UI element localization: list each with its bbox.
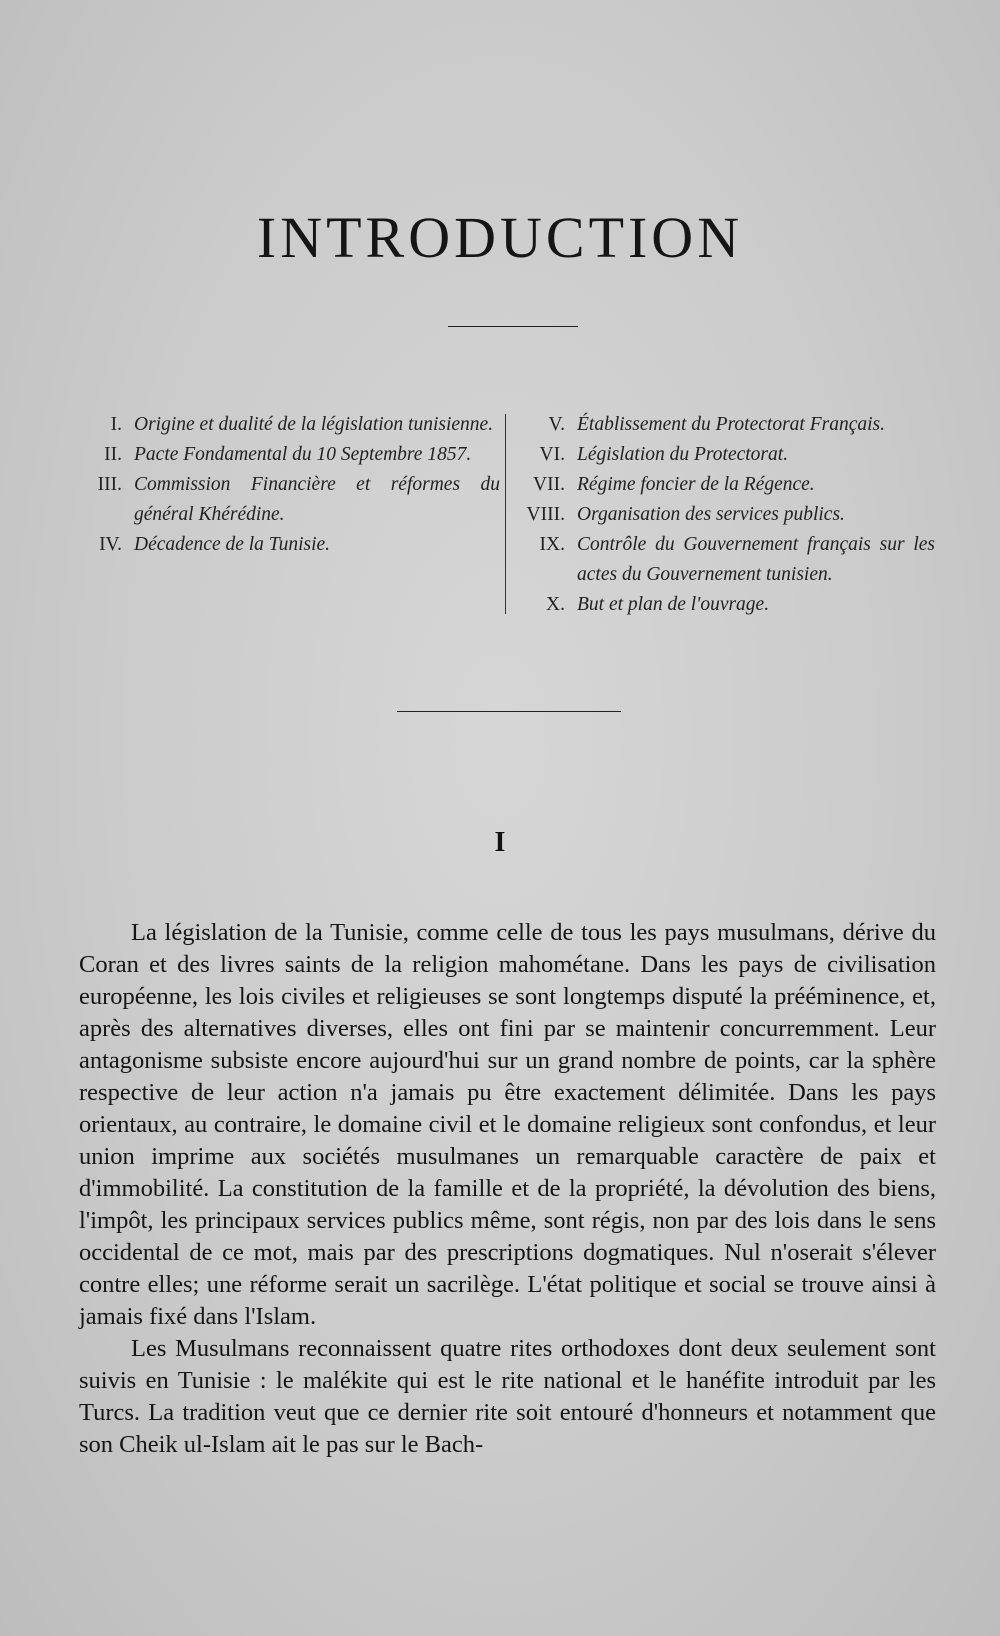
paragraph: Les Musulmans reconnaissent quatre rites orthodoxes dont deux seulement sont suivis en Tunisie : le malékite qui est le rite national et le hanéfite introduit par les Turcs. La tradition veut que ce dernier rite soit entouré d'honneurs et notamment que son Cheik ul-Islam ait le pas sur le Bach-: [79, 1335, 936, 1458]
section-heading: I: [494, 827, 506, 858]
toc-entry-number: IX.: [539, 534, 565, 555]
toc-entry-text: Origine et dualité de la législation tunisienne.: [134, 414, 494, 435]
toc-entry-number: X.: [546, 594, 565, 615]
toc-entry: [515, 410, 935, 440]
table-of-contents-left-column: [90, 410, 500, 560]
toc-entry-number: II.: [104, 444, 122, 465]
toc-entry-text: Contrôle du Gouvernement français sur les actes du Gouvernement tunisien.: [577, 534, 935, 585]
title-separator-rule: [448, 326, 578, 327]
toc-column-divider: [505, 414, 506, 614]
toc-entry-number: IV.: [99, 534, 122, 555]
page-title: INTRODUCTION: [256, 205, 744, 270]
toc-entry-text: But et plan de l'ouvrage.: [577, 594, 770, 615]
toc-entry: [90, 410, 500, 440]
toc-entry-number: VIII.: [526, 504, 565, 525]
toc-entry-number: III.: [97, 474, 122, 495]
toc-entry-text: Commission Financière et réformes du général Khérédine.: [134, 474, 500, 525]
toc-entry: [90, 530, 500, 560]
toc-entry-text: Établissement du Protectorat Français.: [577, 414, 885, 435]
toc-entry-number: I.: [110, 414, 122, 435]
body-text: [79, 917, 936, 1461]
toc-entry-text: Organisation des services publics.: [577, 504, 845, 525]
toc-entry-text: Législation du Protectorat.: [577, 444, 789, 465]
table-of-contents-right-column: [515, 410, 935, 620]
toc-entry: [515, 440, 935, 470]
toc-entry-number: VII.: [533, 474, 565, 495]
toc-entry: [515, 590, 935, 620]
section-separator-rule: [397, 711, 621, 712]
toc-entry: [515, 470, 935, 500]
toc-entry-text: Pacte Fondamental du 10 Septembre 1857.: [134, 444, 472, 465]
toc-entry-text: Décadence de la Tunisie.: [134, 534, 331, 555]
toc-entry: [515, 530, 935, 590]
toc-entry: [515, 500, 935, 530]
toc-entry-text: Régime foncier de la Régence.: [577, 474, 815, 495]
paragraph: La législation de la Tunisie, comme celle de tous les pays musulmans, dérive du Coran et des livres saints de la religion mahométane. Dans les pays de civilisation européenne, les lois civiles et religieuses se sont longtemps disputé la prééminence, et, après des alternatives diverses, elles ont fini par se maintenir concurremment. Leur antagonisme subsiste encore aujourd'hui sur un grand nombre de points, car la sphère respective de leur action n'a jamais pu être exactement délimitée. Dans les pays orientaux, au contraire, le domaine civil et le domaine religieux sont confondus, et leur union imprime aux sociétés musulmanes un remarquable caractère de paix et d'immobilité. La constitution de la famille et de la propriété, la dévolution des biens, l'impôt, les principaux services publics même, sont régis, non par des lois dans le sens occidental de ce mot, mais par des prescriptions dogmatiques. Nul n'oserait s'élever contre elles; une réforme serait un sacrilège. L'état politique et social se trouve ainsi à jamais fixé dans l'Islam.: [79, 919, 936, 1330]
toc-entry: [90, 470, 500, 530]
toc-entry-number: VI.: [539, 444, 565, 465]
toc-entry: [90, 440, 500, 470]
toc-entry-number: V.: [548, 414, 565, 435]
